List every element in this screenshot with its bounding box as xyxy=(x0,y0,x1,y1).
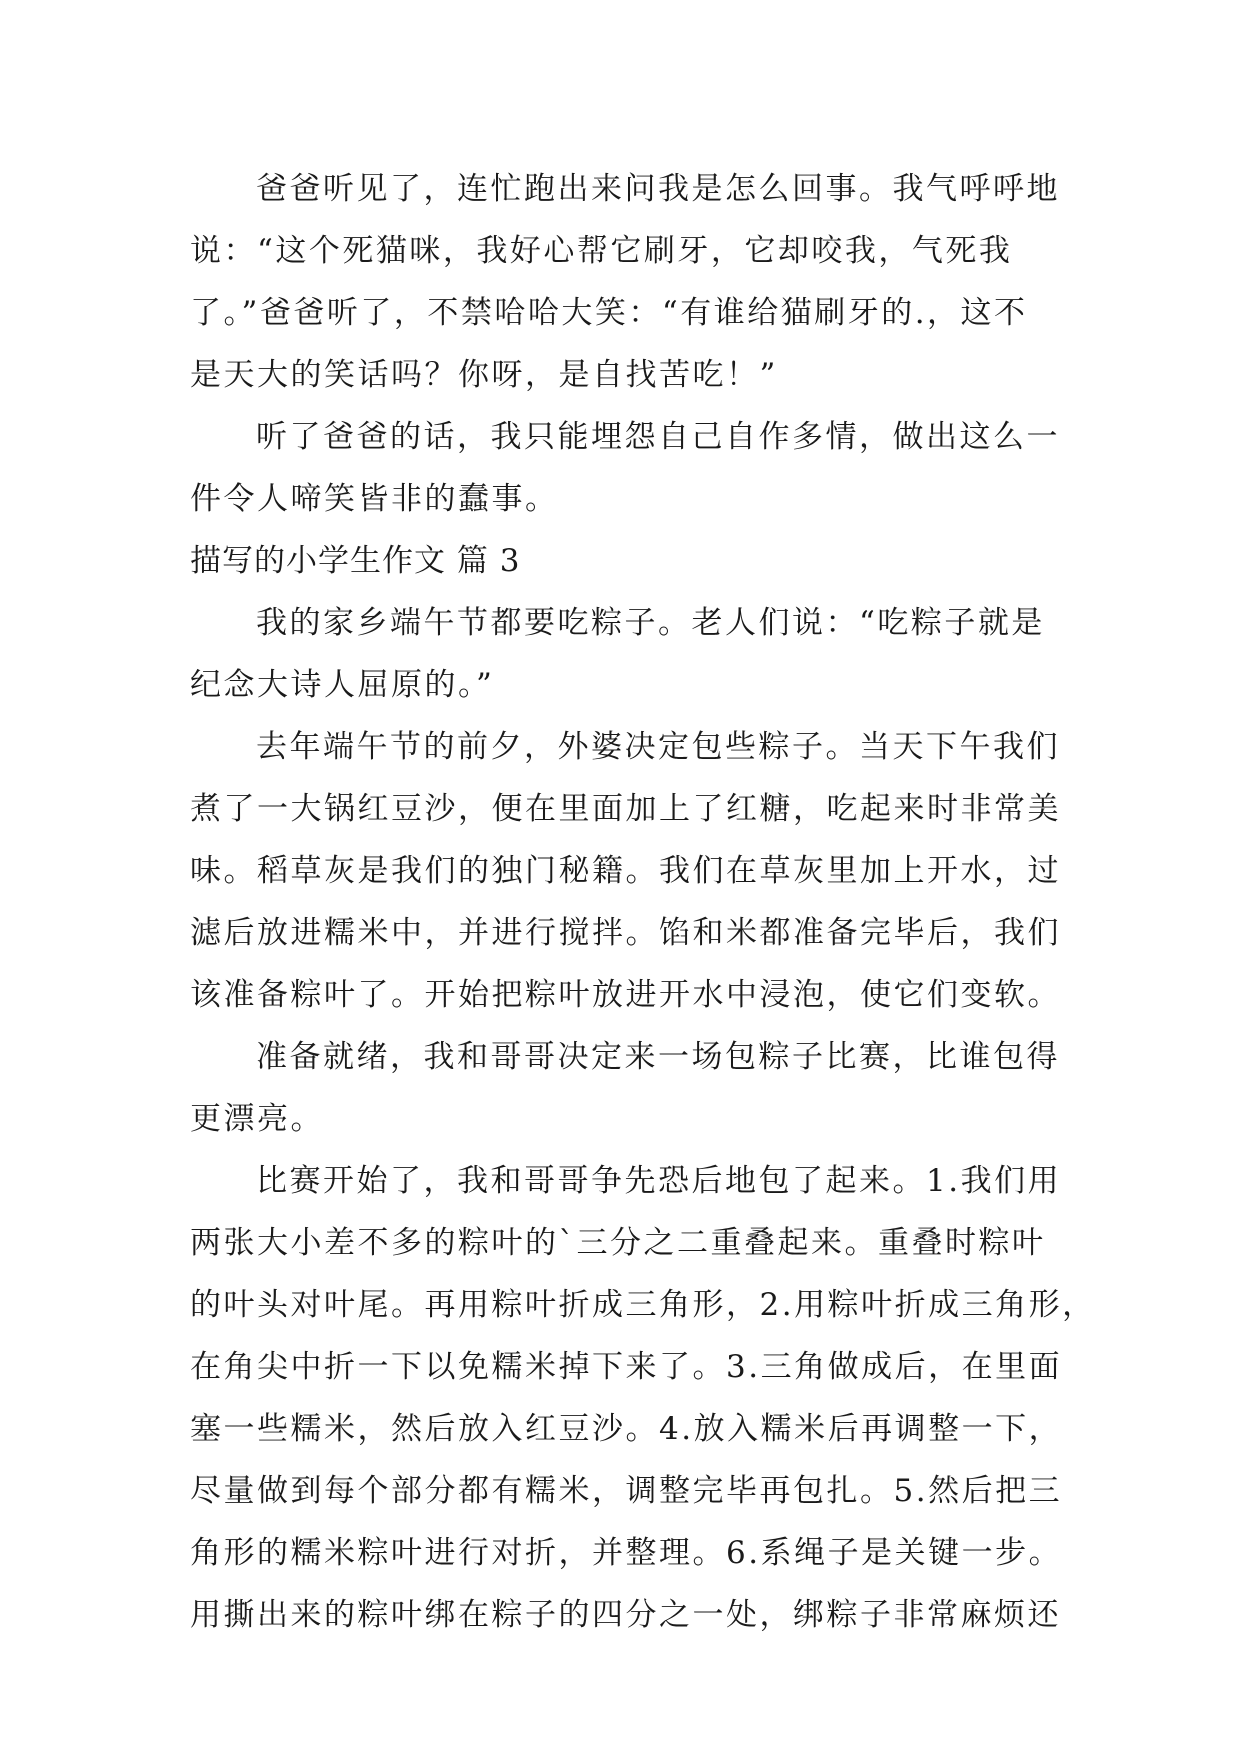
text-line: 尽量做到每个部分都有糯米，调整完毕再包扎。5.然后把三 xyxy=(190,1473,1063,1509)
text-line: 我的家乡端午节都要吃粽子。老人们说：“吃粽子就是 xyxy=(256,605,1045,641)
text-line: 纪念大诗人屈原的。” xyxy=(190,667,495,703)
text-line: 了。”爸爸听了，不禁哈哈大笑：“有谁给猫刷牙的.，这不 xyxy=(190,295,1028,331)
text-line: 件令人啼笑皆非的蠢事。 xyxy=(190,481,559,517)
text-line: 听了爸爸的话，我只能埋怨自己自作多情，做出这么一 xyxy=(256,419,1060,455)
text-line: 去年端午节的前夕，外婆决定包些粽子。当天下午我们 xyxy=(256,729,1060,765)
text-line: 煮了一大锅红豆沙，便在里面加上了红糖，吃起来时非常美 xyxy=(190,791,1061,827)
text-line: 塞一些糯米，然后放入红豆沙。4.放入糯米后再调整一下， xyxy=(190,1411,1063,1447)
text-line: 味。稻草灰是我们的独门秘籍。我们在草灰里加上开水，过 xyxy=(190,853,1061,889)
text-line: 用撕出来的粽叶绑在粽子的四分之一处，绑粽子非常麻烦还 xyxy=(190,1597,1061,1633)
section-heading: 描写的小学生作文 篇 3 xyxy=(190,543,521,579)
text-line: 角形的糯米粽叶进行对折，并整理。6.系绳子是关键一步。 xyxy=(190,1535,1063,1571)
text-line: 准备就绪，我和哥哥决定来一场包粽子比赛，比谁包得 xyxy=(256,1039,1060,1075)
essay-body xyxy=(190,158,1096,1646)
text-line: 两张大小差不多的粽叶的`三分之二重叠起来。重叠时粽叶 xyxy=(190,1225,1046,1261)
text-line: 说：“这个死猫咪，我好心帮它刷牙，它却咬我，气死我 xyxy=(190,233,1013,269)
text-line: 是天大的笑话吗？你呀，是自找苦吃！” xyxy=(190,357,778,393)
text-line: 比赛开始了，我和哥哥争先恐后地包了起来。1.我们用 xyxy=(256,1163,1062,1199)
text-line: 的叶头对叶尾。再用粽叶折成三角形，2.用粽叶折成三角形， xyxy=(190,1287,1096,1323)
text-line: 更漂亮。 xyxy=(190,1101,324,1137)
text-line: 滤后放进糯米中，并进行搅拌。馅和米都准备完毕后，我们 xyxy=(190,915,1061,951)
text-line: 爸爸听见了，连忙跑出来问我是怎么回事。我气呼呼地 xyxy=(256,171,1060,207)
text-line: 该准备粽叶了。开始把粽叶放进开水中浸泡，使它们变软。 xyxy=(190,977,1061,1013)
text-line: 在角尖中折一下以免糯米掉下来了。3.三角做成后，在里面 xyxy=(190,1349,1063,1385)
